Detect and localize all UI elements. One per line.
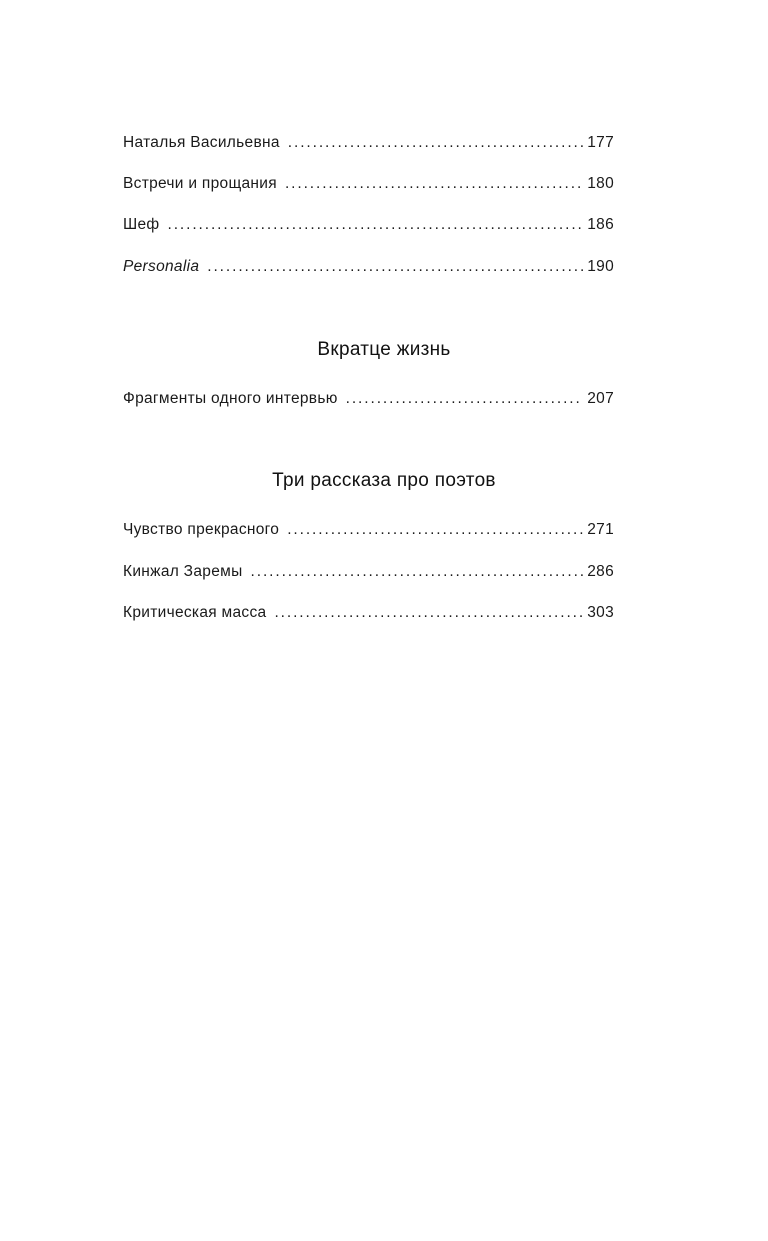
- dot-leader: [167, 215, 583, 235]
- dot-leader: [285, 174, 583, 194]
- toc-group-2: [123, 389, 614, 409]
- dot-leader: [251, 562, 584, 582]
- toc-entry: [123, 133, 614, 153]
- dot-leader: [207, 257, 583, 277]
- dot-leader: [346, 389, 584, 409]
- toc-entry: [123, 174, 614, 194]
- toc-entry-title: Чувство прекрасного: [123, 521, 280, 538]
- toc-entry-title: Кинжал Заремы: [123, 563, 243, 580]
- toc-group-3: [123, 520, 614, 623]
- toc-entry: [123, 603, 614, 623]
- toc-entry-page: 303: [587, 604, 614, 621]
- toc-entry-page: 190: [587, 258, 614, 275]
- toc-entry-title: Personalia: [123, 258, 200, 275]
- toc-entry-title: Встречи и прощания: [123, 175, 277, 192]
- toc-entry-page: 177: [587, 134, 614, 151]
- toc-entry: [123, 562, 614, 582]
- toc-entry-title: Критическая масса: [123, 604, 267, 621]
- toc-entry: [123, 520, 614, 540]
- section-heading: Вкратце жизнь: [317, 339, 451, 360]
- toc-entry: [123, 389, 614, 409]
- toc-entry-page: 286: [587, 563, 614, 580]
- dot-leader: [287, 520, 583, 540]
- toc-entry: [123, 215, 614, 235]
- dot-leader: [288, 133, 583, 153]
- dot-leader: [274, 603, 583, 623]
- section-heading: Три рассказа про поэтов: [272, 470, 496, 491]
- toc-entry-page: 271: [587, 521, 614, 538]
- toc-entry-page: 180: [587, 175, 614, 192]
- toc-entry: [123, 257, 614, 277]
- toc-entry-page: 186: [587, 216, 614, 233]
- toc-entry-title: Шеф: [123, 216, 160, 233]
- toc-entry-title: Фрагменты одного интервью: [123, 390, 338, 407]
- toc-group-1: [123, 133, 614, 277]
- toc-entry-title: Наталья Васильевна: [123, 134, 280, 151]
- toc-entry-page: 207: [587, 390, 614, 407]
